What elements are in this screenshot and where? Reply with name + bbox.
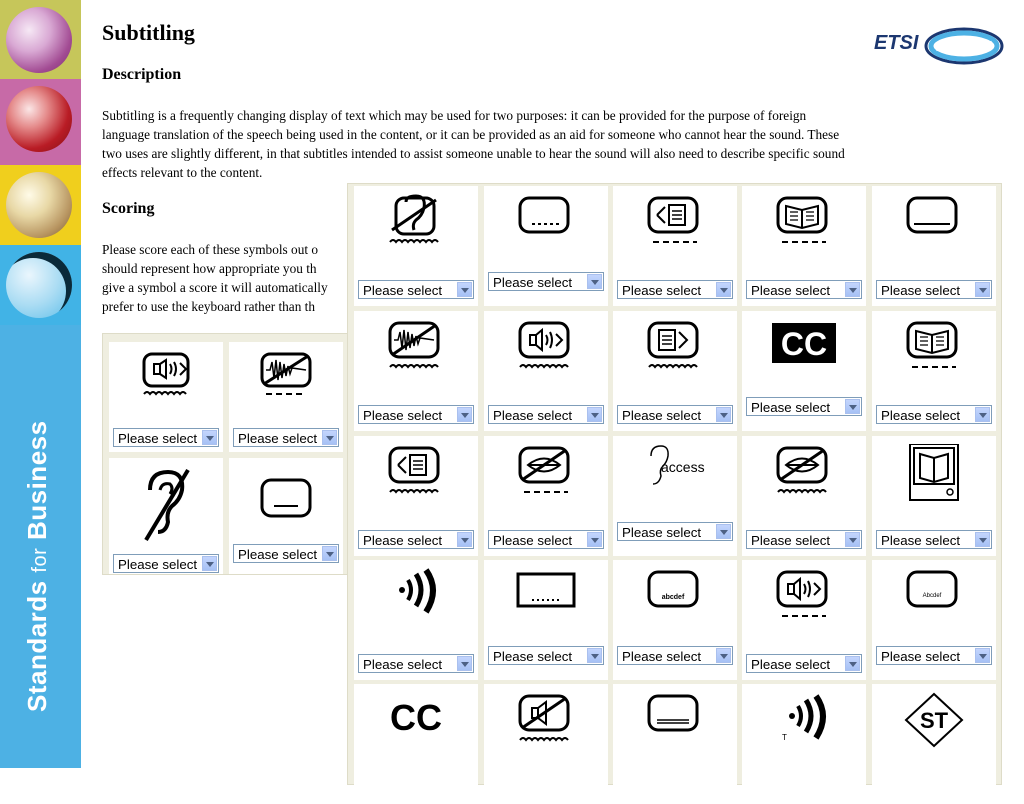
score-select[interactable] — [746, 654, 862, 673]
symbol-cell — [613, 186, 737, 306]
chevron-down-icon[interactable] — [457, 282, 472, 297]
tv-crossed-mouth-wavy-icon — [770, 444, 838, 504]
tv-speaker-dashed-icon — [770, 568, 838, 628]
select-label: Please select — [622, 525, 702, 540]
symbol-cell — [484, 436, 608, 556]
tv-abcdef-icon — [641, 568, 709, 628]
tv-speaker-waves-icon — [512, 319, 580, 379]
select-label: Please select — [493, 533, 573, 548]
chevron-down-icon[interactable] — [202, 556, 217, 571]
score-select[interactable] — [358, 280, 474, 299]
select-label: Please select — [881, 408, 961, 423]
select-label: Please select — [881, 649, 961, 664]
description-text: Subtitling is a frequently changing display of text which may be used for two purposes: it can be provided for the purpose of foreign language translation of the speech being used in the content, or it can be provided as an aid for someone who cannot hear the sound. These two uses are slightly different, in that subtitles intended to assist someone unable to hear the sound will also need to describe specific sound effects relevant to the content. — [102, 108, 845, 180]
svg-text:abcdef: abcdef — [661, 594, 685, 601]
symbol-cell — [742, 186, 866, 306]
chevron-down-icon[interactable] — [587, 407, 602, 422]
chevron-down-icon[interactable] — [202, 430, 217, 445]
select-label: Please select — [493, 649, 573, 664]
scoring-heading: Scoring — [102, 200, 155, 217]
symbol-cell — [484, 186, 608, 306]
chevron-down-icon[interactable] — [716, 282, 731, 297]
svg-text:access: access — [661, 459, 705, 475]
score-select[interactable] — [876, 530, 992, 549]
chevron-down-icon[interactable] — [587, 648, 602, 663]
symbol-cell — [872, 560, 996, 680]
score-select[interactable]: Please select — [113, 554, 219, 573]
score-select[interactable] — [617, 280, 733, 299]
chevron-down-icon[interactable] — [975, 282, 990, 297]
tv-small-text-icon — [900, 568, 968, 628]
select-label: Please select — [493, 408, 573, 423]
symbol-cell — [613, 311, 737, 431]
select-label: Please select — [622, 283, 702, 298]
score-select[interactable] — [746, 530, 862, 549]
chevron-down-icon[interactable] — [845, 656, 860, 671]
svg-text:ST: ST — [919, 708, 949, 733]
sidebar-tile-blue — [0, 245, 81, 325]
score-select[interactable] — [876, 280, 992, 299]
symbol-cell — [354, 186, 478, 306]
symbol-cell — [742, 436, 866, 556]
tv-speaker-crossed-icon — [512, 692, 580, 752]
tv-underline-icon — [900, 194, 968, 254]
ear-access-icon — [641, 444, 709, 504]
chevron-down-icon[interactable] — [587, 274, 602, 289]
score-select[interactable] — [488, 646, 604, 665]
symbol-grid-back — [102, 333, 349, 575]
select-label: Please select — [622, 408, 702, 423]
tv-book-icon — [770, 194, 838, 254]
symbol-cell — [872, 436, 996, 556]
tv-book-dashed-icon — [900, 319, 968, 379]
score-select[interactable]: Please select — [113, 428, 219, 447]
tv-noise-crossed-icon — [382, 319, 450, 379]
symbol-cell — [484, 684, 608, 804]
tv-double-line-icon — [641, 692, 709, 752]
select-label: Please select — [751, 400, 831, 415]
select-label: Please select — [622, 649, 702, 664]
etsi-logo: ETSI — [874, 24, 1004, 68]
cc-text-icon — [382, 692, 450, 752]
globe-icon — [6, 7, 72, 73]
chevron-down-icon[interactable] — [845, 282, 860, 297]
hearing-ear-icon — [136, 466, 196, 546]
chevron-down-icon[interactable] — [322, 546, 337, 561]
score-select[interactable] — [876, 646, 992, 665]
score-select[interactable] — [488, 530, 604, 549]
score-select[interactable]: Please select — [233, 544, 339, 563]
chevron-down-icon[interactable] — [587, 532, 602, 547]
chevron-down-icon[interactable] — [716, 407, 731, 422]
scoring-text: Please score each of these symbols out o should represent how appropriate you th give a symbol a score it will automatically prefer to use the keyboard rather than th — [102, 242, 328, 314]
symbol-cell — [872, 311, 996, 431]
sound-waves-t-icon — [770, 692, 838, 752]
logo-swoosh-icon — [874, 24, 1004, 68]
tv-noise-crossed-icon — [256, 350, 316, 410]
globe-icon — [6, 252, 72, 318]
chevron-down-icon[interactable] — [716, 524, 731, 539]
chevron-down-icon[interactable] — [845, 399, 860, 414]
symbol-grid-front — [347, 183, 1002, 785]
score-select[interactable] — [746, 280, 862, 299]
tv-speaker-icon — [136, 350, 196, 410]
score-select[interactable] — [746, 397, 862, 416]
chevron-down-icon[interactable] — [457, 532, 472, 547]
chevron-down-icon[interactable] — [457, 656, 472, 671]
symbol-cell — [109, 458, 223, 574]
score-select[interactable] — [617, 405, 733, 424]
select-label: Please select — [751, 283, 831, 298]
score-select[interactable] — [358, 530, 474, 549]
dotted-frame-icon — [512, 568, 580, 628]
symbol-cell — [354, 436, 478, 556]
sound-waves-icon — [382, 568, 450, 628]
symbol-cell — [229, 342, 343, 452]
brand-slogan: Standards for Business — [22, 420, 52, 712]
select-label: Please select — [363, 533, 443, 548]
score-select[interactable] — [488, 405, 604, 424]
symbol-cell — [354, 311, 478, 431]
chevron-down-icon[interactable] — [716, 648, 731, 663]
symbol-cell — [742, 560, 866, 680]
symbol-cell — [613, 560, 737, 680]
score-select[interactable] — [358, 654, 474, 673]
description-heading: Description — [102, 66, 182, 83]
tv-document-left-icon — [382, 444, 450, 504]
score-select[interactable] — [876, 405, 992, 424]
chevron-down-icon[interactable] — [845, 532, 860, 547]
select-label: Please select — [363, 283, 443, 298]
globe-icon — [6, 172, 72, 238]
symbol-cell — [229, 458, 343, 574]
tv-dotted-line-icon — [512, 194, 580, 254]
chevron-down-icon[interactable] — [975, 532, 990, 547]
svg-text:CC: CC — [780, 326, 828, 362]
tv-book-frame-icon — [900, 444, 968, 504]
symbol-cell — [742, 311, 866, 431]
select-label: Please select — [881, 533, 961, 548]
tv-blank-icon — [256, 474, 316, 534]
symbol-cell — [872, 684, 996, 804]
select-label: Please select — [363, 657, 443, 672]
chevron-down-icon[interactable] — [975, 648, 990, 663]
cc-box-icon — [770, 319, 838, 379]
symbol-cell — [872, 186, 996, 306]
crossed-ear-tv-icon — [382, 194, 450, 254]
symbol-cell — [484, 311, 608, 431]
svg-text:CC: CC — [390, 697, 442, 738]
symbol-cell — [484, 560, 608, 680]
tv-document-left-icon — [641, 194, 709, 254]
symbol-cell — [742, 684, 866, 804]
symbol-cell — [354, 684, 478, 804]
symbol-cell — [613, 436, 737, 556]
select-label: Please select — [751, 657, 831, 672]
select-label: Please select — [881, 283, 961, 298]
score-select[interactable] — [488, 272, 604, 291]
symbol-cell — [109, 342, 223, 452]
score-select[interactable] — [617, 646, 733, 665]
page-title: Subtitling — [102, 20, 195, 45]
score-select[interactable] — [617, 522, 733, 541]
select-label: Please select — [363, 408, 443, 423]
globe-icon — [6, 86, 72, 152]
symbol-cell — [613, 684, 737, 804]
svg-text:T: T — [782, 733, 787, 742]
select-label: Please select — [493, 275, 573, 290]
chevron-down-icon[interactable] — [975, 407, 990, 422]
svg-text:Abcdef: Abcdef — [922, 593, 942, 599]
sidebar — [0, 0, 81, 768]
sidebar-tile-magenta — [0, 79, 81, 165]
sidebar-tile-yellow — [0, 165, 81, 245]
chevron-down-icon[interactable] — [457, 407, 472, 422]
score-select[interactable]: Please select — [233, 428, 339, 447]
st-diamond-icon — [900, 692, 968, 752]
tv-document-right-icon — [641, 319, 709, 379]
chevron-down-icon[interactable] — [322, 430, 337, 445]
tv-crossed-mouth-icon — [512, 444, 580, 504]
symbol-cell — [354, 560, 478, 680]
score-select[interactable] — [358, 405, 474, 424]
select-label: Please select — [751, 533, 831, 548]
sidebar-tile-green — [0, 0, 81, 79]
